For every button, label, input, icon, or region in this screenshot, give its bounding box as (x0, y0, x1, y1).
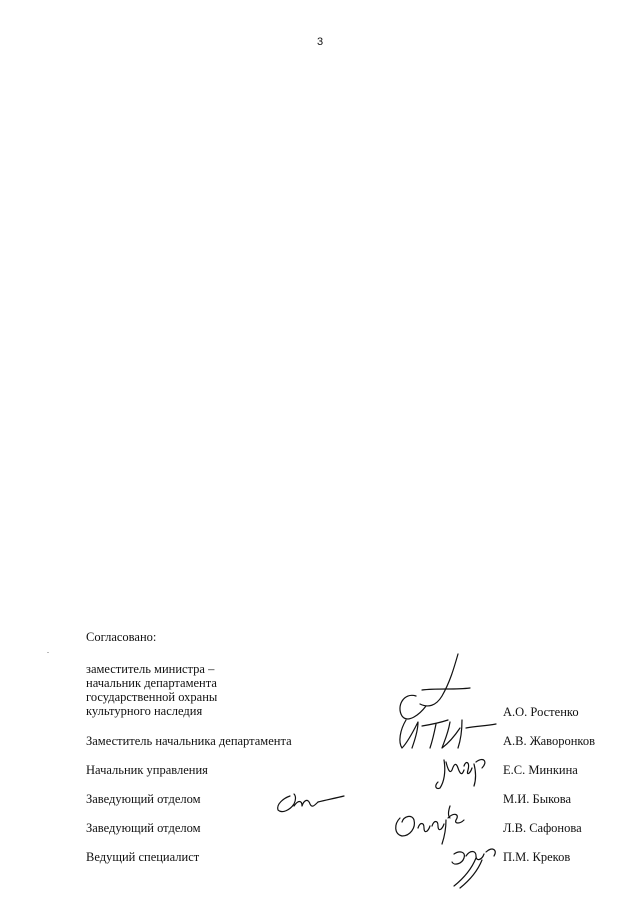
handwritten-signature-krekov (446, 836, 502, 890)
handwritten-signature-minkina (434, 748, 494, 792)
approval-heading: Согласовано: (86, 630, 157, 644)
position-line: Ведущий специалист (86, 850, 200, 864)
position-line: начальник департамента (86, 676, 217, 690)
page-number: 3 (316, 36, 324, 48)
position-line: государственной охраны (86, 690, 218, 704)
handwritten-signature-rostenko (392, 650, 502, 755)
signatory-name: Е.С. Минкина (503, 763, 578, 777)
signatory-name: А.О. Ростенко (503, 705, 579, 719)
position-line: Заместитель начальника департамента (86, 734, 292, 748)
handwritten-signature-bykova (274, 790, 349, 816)
signatory-position (86, 792, 201, 806)
signatory-name: Л.В. Сафонова (503, 821, 582, 835)
signatory-position (86, 734, 292, 748)
position-line: Заведующий отделом (86, 821, 201, 835)
position-line: культурного наследия (86, 704, 203, 718)
signatory-name: П.М. Креков (503, 850, 571, 864)
signatory-name: А.В. Жаворонков (503, 734, 596, 748)
signatory-position (86, 763, 208, 777)
position-line: заместитель министра – (86, 662, 215, 676)
position-line: Заведующий отделом (86, 792, 201, 806)
signatory-position (86, 821, 201, 835)
signatory-name: М.И. Быкова (503, 792, 572, 806)
approval-heading-block (86, 630, 156, 662)
position-line: Начальник управления (86, 763, 208, 777)
signatory-position (86, 850, 199, 864)
signatory-position (86, 662, 217, 718)
handwritten-signature-safonova (390, 802, 470, 848)
scan-speck (47, 652, 49, 653)
